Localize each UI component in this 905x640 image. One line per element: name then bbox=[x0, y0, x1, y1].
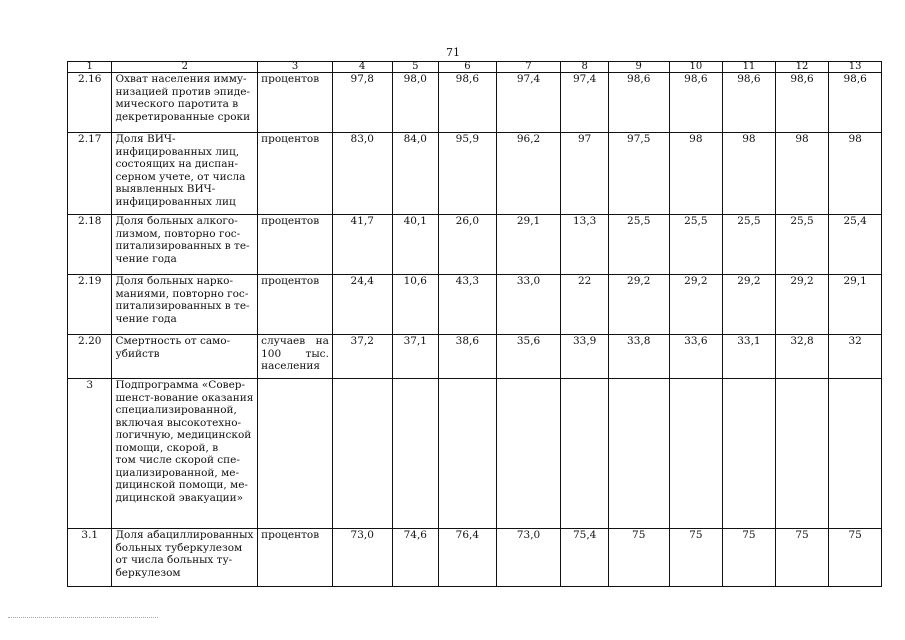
value-cell-col11: 25,5 bbox=[723, 215, 776, 275]
value-cell-col7: 96,2 bbox=[496, 133, 561, 215]
unit-of-measure bbox=[258, 379, 333, 529]
unit-of-measure: процентов bbox=[258, 133, 333, 215]
value-cell-col11: 75 bbox=[723, 529, 776, 587]
value-cell-col5: 98,0 bbox=[392, 73, 439, 133]
row-id: 2.20 bbox=[68, 335, 112, 379]
value-cell-col10: 98,6 bbox=[669, 73, 723, 133]
value-cell-col6: 43,3 bbox=[439, 275, 497, 335]
table-row bbox=[68, 335, 882, 379]
value-cell-col12: 32,8 bbox=[775, 335, 829, 379]
header-cell-2: 2 bbox=[112, 62, 258, 73]
row-id: 2.18 bbox=[68, 215, 112, 275]
header-cell-4: 4 bbox=[332, 62, 392, 73]
value-cell-col9: 25,5 bbox=[608, 215, 669, 275]
value-cell-col10: 29,2 bbox=[669, 275, 723, 335]
unit-of-measure: процентов bbox=[258, 73, 333, 133]
value-cell-col5 bbox=[392, 379, 439, 529]
value-cell-col4: 41,7 bbox=[332, 215, 392, 275]
table-row bbox=[68, 133, 882, 215]
row-id: 2.19 bbox=[68, 275, 112, 335]
value-cell-col12: 75 bbox=[775, 529, 829, 587]
value-cell-col8: 33,9 bbox=[561, 335, 609, 379]
value-cell-col6: 98,6 bbox=[439, 73, 497, 133]
value-cell-col4: 97,8 bbox=[332, 73, 392, 133]
value-cell-col12: 98,6 bbox=[775, 73, 829, 133]
header-row bbox=[68, 62, 882, 73]
indicator-name: Охват населения имму- низацией против эпиде- мического паротита в декретированные сроки bbox=[112, 73, 258, 133]
header-cell-6: 6 bbox=[439, 62, 497, 73]
value-cell-col11: 98,6 bbox=[723, 73, 776, 133]
footer-scan-marks bbox=[8, 617, 158, 620]
value-cell-col13: 75 bbox=[829, 529, 882, 587]
row-id: 3 bbox=[68, 379, 112, 529]
value-cell-col8: 97 bbox=[561, 133, 609, 215]
indicators-table bbox=[67, 61, 882, 587]
value-cell-col8: 22 bbox=[561, 275, 609, 335]
table-row bbox=[68, 73, 882, 133]
row-id: 2.16 bbox=[68, 73, 112, 133]
value-cell-col8: 75,4 bbox=[561, 529, 609, 587]
value-cell-col13: 98 bbox=[829, 133, 882, 215]
value-cell-col13: 98,6 bbox=[829, 73, 882, 133]
value-cell-col11 bbox=[723, 379, 776, 529]
value-cell-col9: 75 bbox=[608, 529, 669, 587]
value-cell-col9: 29,2 bbox=[608, 275, 669, 335]
value-cell-col12: 98 bbox=[775, 133, 829, 215]
page-number: 71 bbox=[446, 46, 460, 59]
header-cell-12: 12 bbox=[775, 62, 829, 73]
indicator-name: Доля больных алкого- лизмом, повторно гос- питализированных в те- чение года bbox=[112, 215, 258, 275]
value-cell-col7: 97,4 bbox=[496, 73, 561, 133]
indicator-name: Доля больных нарко- маниями, повторно гос- питализированных в те- чение года bbox=[112, 275, 258, 335]
value-cell-col8: 13,3 bbox=[561, 215, 609, 275]
value-cell-col7: 29,1 bbox=[496, 215, 561, 275]
value-cell-col10: 75 bbox=[669, 529, 723, 587]
unit-of-measure: процентов bbox=[258, 529, 333, 587]
value-cell-col6: 26,0 bbox=[439, 215, 497, 275]
value-cell-col8: 97,4 bbox=[561, 73, 609, 133]
header-cell-8: 8 bbox=[561, 62, 609, 73]
value-cell-col13: 29,1 bbox=[829, 275, 882, 335]
value-cell-col12: 25,5 bbox=[775, 215, 829, 275]
value-cell-col6: 38,6 bbox=[439, 335, 497, 379]
value-cell-col6 bbox=[439, 379, 497, 529]
unit-of-measure: случаев на 100 тыс. населения bbox=[258, 335, 333, 379]
table-row bbox=[68, 275, 882, 335]
value-cell-col13: 25,4 bbox=[829, 215, 882, 275]
table-row bbox=[68, 379, 882, 529]
row-id: 3.1 bbox=[68, 529, 112, 587]
value-cell-col12: 29,2 bbox=[775, 275, 829, 335]
unit-of-measure: процентов bbox=[258, 275, 333, 335]
value-cell-col12 bbox=[775, 379, 829, 529]
value-cell-col10: 25,5 bbox=[669, 215, 723, 275]
header-cell-7: 7 bbox=[496, 62, 561, 73]
value-cell-col10: 98 bbox=[669, 133, 723, 215]
value-cell-col13: 32 bbox=[829, 335, 882, 379]
indicator-name: Смертность от само- убийств bbox=[112, 335, 258, 379]
header-cell-10: 10 bbox=[669, 62, 723, 73]
value-cell-col10 bbox=[669, 379, 723, 529]
header-cell-9: 9 bbox=[608, 62, 669, 73]
value-cell-col4: 37,2 bbox=[332, 335, 392, 379]
value-cell-col8 bbox=[561, 379, 609, 529]
indicator-name: Доля абациллированных больных туберкулезом от числа больных ту- беркулезом bbox=[112, 529, 258, 587]
header-cell-11: 11 bbox=[723, 62, 776, 73]
value-cell-col4: 24,4 bbox=[332, 275, 392, 335]
value-cell-col7: 35,6 bbox=[496, 335, 561, 379]
value-cell-col11: 33,1 bbox=[723, 335, 776, 379]
value-cell-col5: 40,1 bbox=[392, 215, 439, 275]
header-cell-13: 13 bbox=[829, 62, 882, 73]
value-cell-col9: 97,5 bbox=[608, 133, 669, 215]
value-cell-col10: 33,6 bbox=[669, 335, 723, 379]
value-cell-col9: 98,6 bbox=[608, 73, 669, 133]
unit-of-measure: процентов bbox=[258, 215, 333, 275]
row-id: 2.17 bbox=[68, 133, 112, 215]
value-cell-col11: 98 bbox=[723, 133, 776, 215]
indicator-name: Доля ВИЧ- инфицированных лиц, состоящих на диспан- серном учете, от числа выявленных ВИЧ- инфицированных лиц bbox=[112, 133, 258, 215]
value-cell-col4: 83,0 bbox=[332, 133, 392, 215]
table-row bbox=[68, 529, 882, 587]
value-cell-col11: 29,2 bbox=[723, 275, 776, 335]
value-cell-col5: 84,0 bbox=[392, 133, 439, 215]
value-cell-col7 bbox=[496, 379, 561, 529]
value-cell-col7: 33,0 bbox=[496, 275, 561, 335]
value-cell-col6: 76,4 bbox=[439, 529, 497, 587]
value-cell-col5: 74,6 bbox=[392, 529, 439, 587]
value-cell-col4: 73,0 bbox=[332, 529, 392, 587]
value-cell-col6: 95,9 bbox=[439, 133, 497, 215]
value-cell-col4 bbox=[332, 379, 392, 529]
table-row bbox=[68, 215, 882, 275]
header-cell-1: 1 bbox=[68, 62, 112, 73]
value-cell-col5: 37,1 bbox=[392, 335, 439, 379]
value-cell-col5: 10,6 bbox=[392, 275, 439, 335]
header-cell-5: 5 bbox=[392, 62, 439, 73]
value-cell-col13 bbox=[829, 379, 882, 529]
header-cell-3: 3 bbox=[258, 62, 333, 73]
indicator-name: Подпрограмма «Совер- шенст-вование оказания специализированной, включая высокотехно- логичную, медицинской помощи, скорой, в том числе скорой спе- циализированной, ме- дицинской помощи, ме- дицинской эвакуации» bbox=[112, 379, 258, 529]
value-cell-col7: 73,0 bbox=[496, 529, 561, 587]
value-cell-col9 bbox=[608, 379, 669, 529]
value-cell-col9: 33,8 bbox=[608, 335, 669, 379]
